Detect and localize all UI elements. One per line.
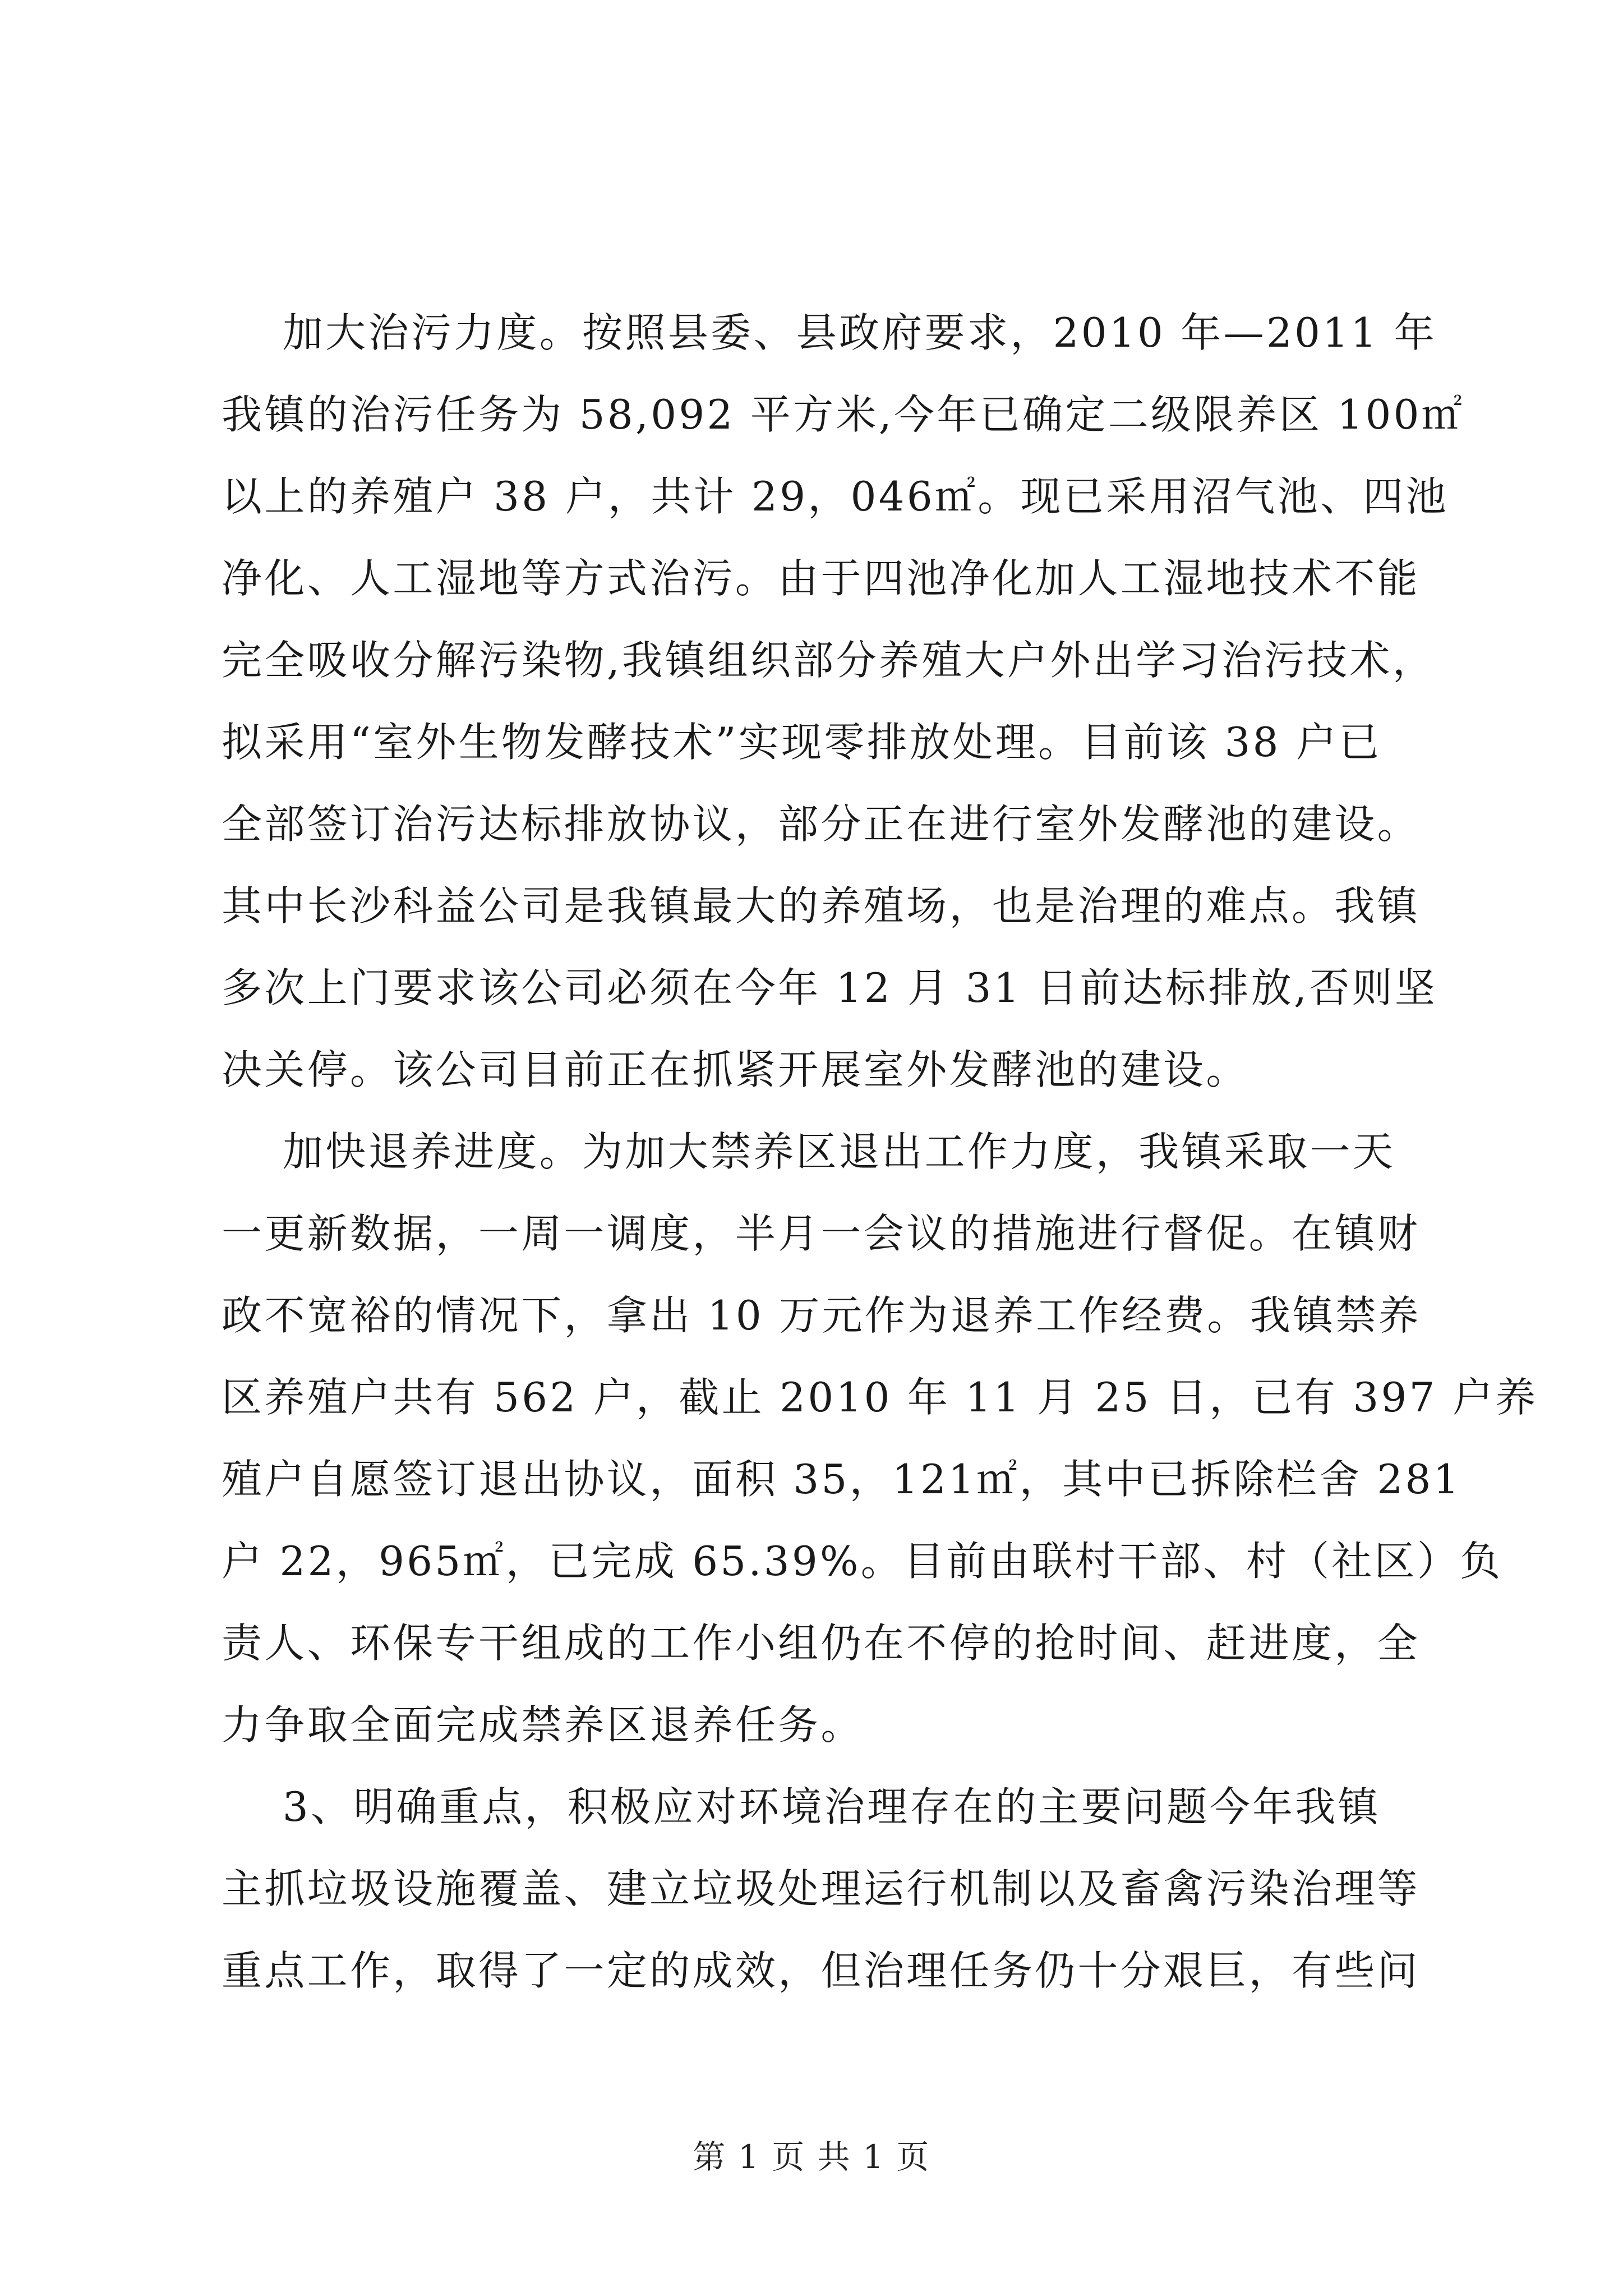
text-line: 净化、人工湿地等方式治污。由于四池净化加人工湿地技术不能 bbox=[222, 555, 1420, 602]
text-line: 殖户自愿签订退出协议，面积 35，121㎡，其中已拆除栏舍 281 bbox=[222, 1456, 1461, 1503]
document-body bbox=[222, 292, 1538, 2012]
text-line: 加大治污力度。按照县委、县政府要求，2010 年—2011 年 bbox=[222, 309, 1437, 356]
text-line: 拟采用“室外生物发酵技术”实现零排放处理。目前该 38 户已 bbox=[222, 719, 1382, 766]
page-footer bbox=[0, 2137, 1623, 2177]
text-line: 区养殖户共有 562 户，截止 2010 年 11 月 25 日，已有 397 户养 bbox=[222, 1374, 1538, 1421]
text-line: 3、明确重点，积极应对环境治理存在的主要问题今年我镇 bbox=[222, 1783, 1381, 1830]
text-line: 加快退养进度。为加大禁养区退出工作力度，我镇采取一天 bbox=[222, 1128, 1396, 1175]
text-line: 其中长沙科益公司是我镇最大的养殖场，也是治理的难点。我镇 bbox=[222, 882, 1420, 930]
text-line: 政不宽裕的情况下，拿出 10 万元作为退养工作经费。我镇禁养 bbox=[222, 1292, 1421, 1339]
text-line: 我镇的治污任务为 58,092 平方米,今年已确定二级限养区 100㎡ bbox=[222, 391, 1465, 438]
text-line: 多次上门要求该公司必须在今年 12 月 31 日前达标排放,否则坚 bbox=[222, 964, 1438, 1011]
text-line: 完全吸收分解污染物,我镇组织部分养殖大户外出学习治污技术， bbox=[222, 637, 1436, 684]
text-line: 决关停。该公司目前正在抓紧开展室外发酵池的建设。 bbox=[222, 1046, 1249, 1093]
text-line: 主抓垃圾设施覆盖、建立垃圾处理运行机制以及畜禽污染治理等 bbox=[222, 1865, 1420, 1912]
text-line: 以上的养殖户 38 户，共计 29，046㎡。现已采用沼气池、四池 bbox=[222, 473, 1449, 520]
text-line: 全部签订治污达标排放协议，部分正在进行室外发酵池的建设。 bbox=[222, 800, 1420, 848]
text-line: 重点工作，取得了一定的成效，但治理任务仍十分艰巨，有些问 bbox=[222, 1947, 1420, 1994]
text-line: 一更新数据，一周一调度，半月一会议的措施进行督促。在镇财 bbox=[222, 1210, 1420, 1257]
text-line: 力争取全面完成禁养区退养任务。 bbox=[222, 1701, 864, 1749]
page-number: 第 1 页 共 1 页 bbox=[693, 2138, 930, 2176]
text-line: 责人、环保专干组成的工作小组仍在不停的抢时间、赶进度，全 bbox=[222, 1619, 1420, 1667]
text-line: 户 22，965㎡，已完成 65.39%。目前由联村干部、村（社区）负 bbox=[222, 1538, 1503, 1585]
